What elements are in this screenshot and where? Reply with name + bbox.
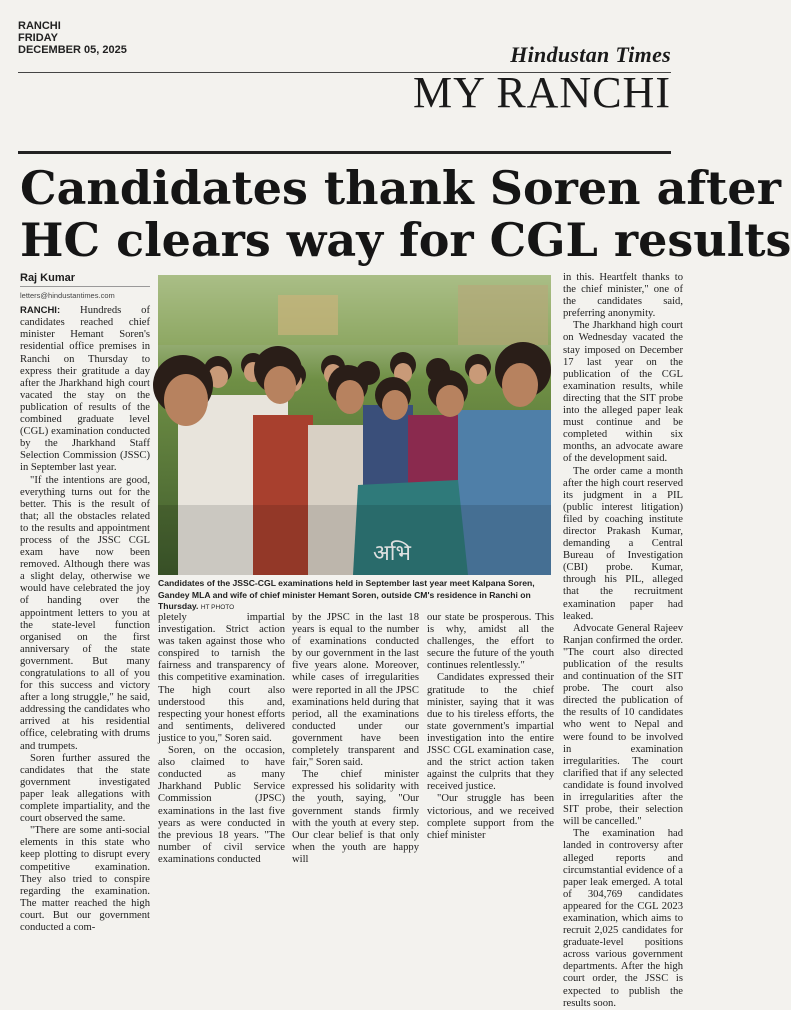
paragraph: The order came a month after the high court reserved its judgment in a PIL (public interest litigation) filed by coaching institute director Prakash Kumar, demanding a Central Bureau of Investigation (CBI) probe. Kumar, through his PIL, alleged that the recruitment examination paper had leaked. bbox=[563, 465, 683, 622]
paragraph: Advocate General Rajeev Ranjan confirmed the order. "The court also directed publication of the results and continuation of the SIT probe. The court also directed the publication of the results of 10 candidates who went to Nepal and were found to be involved in examination irregularities. The court clarified that if any selected candidate is found involved in irregularities after the SIT probe, their selection will be cancelled." bbox=[563, 622, 683, 828]
caption-text: Candidates of the JSSC-CGL examinations held in September last year meet Kalpana Soren, Gandey MLA and wife of chief minister Hemant Soren, outside CM's residence in Ranchi on Thursday. bbox=[158, 578, 535, 611]
headline-line-2: HC clears way for CGL results bbox=[20, 213, 791, 267]
news-photo bbox=[158, 275, 551, 575]
edition-city: RANCHI bbox=[18, 20, 61, 32]
byline-author: Raj Kumar bbox=[20, 272, 76, 284]
headline-line-1: Candidates thank Soren after bbox=[20, 161, 781, 215]
masthead-rule bbox=[18, 72, 671, 73]
edition-date: DECEMBER 05, 2025 bbox=[18, 44, 127, 56]
paragraph: Soren further assured the candidates that the state government investigated paper leak allegations with complete impartiality, and the court observed the same. bbox=[20, 752, 150, 825]
paragraph: in this. Heartfelt thanks to the chief minister," one of the candidates said, preferring anonymity. bbox=[563, 272, 683, 320]
paragraph: Candidates expressed their gratitude to the chief minister, saying that it was due to his tireless efforts, the state government's impartial investigation into the entire JSSC CGL examination case, and the strict action taken against the culprits that they received justice. bbox=[427, 672, 554, 793]
paragraph: by the JPSC in the last 18 years is equal to the number of examinations conducted by our government in the last five years alone. Moreover, while cases of irregularities were reported in all the JPSC examinations held during that period, all the examinations conducted under our government have been completely transparent and fair," Soren said. bbox=[292, 612, 419, 769]
byline-rule bbox=[20, 286, 150, 287]
photo-caption bbox=[158, 578, 553, 614]
article-headline bbox=[20, 161, 791, 267]
paragraph: The examination had landed in controversy after alleged reports and circumstantial evidence of a paper leak emerged. A total of 304,769 candidates appeared for the CGL 2023 examination, which aims to recruit 2,025 candidates for graduate-level positions across various government departments. After the high court order, the JSSC is expected to publish the results soon. bbox=[563, 828, 683, 1009]
article-column-2 bbox=[158, 612, 285, 865]
section-title: MY RANCHI bbox=[413, 68, 671, 117]
crowd-photo-illustration bbox=[158, 275, 551, 575]
byline-email: letters@hindustantimes.com bbox=[20, 291, 115, 301]
lead-paragraph bbox=[20, 305, 150, 474]
paragraph: Soren, on the occasion, also claimed to have conducted as many Jharkhand Public Service Commission (JPSC) examinations in the last five years as were conducted in the previous 18 years. "The number of civil service examinations conducted bbox=[158, 745, 285, 865]
article-column-1 bbox=[20, 272, 150, 933]
article-column-3 bbox=[292, 612, 419, 865]
section-rule bbox=[18, 151, 671, 154]
edition-info bbox=[18, 20, 127, 56]
article-column-5 bbox=[563, 272, 683, 1009]
paragraph: "There are some anti-social elements in this state who keep plotting to disrupt every competitive examination. They also tried to conspire regarding the examination. The matter reached the high court. But our government conducted a com- bbox=[20, 825, 150, 933]
paragraph: pletely impartial investigation. Strict action was taken against those who conspired to tarnish the fairness and transparency of this competitive examination. The high court also understood this and, respecting your honest efforts and sentiments, delivered justice to you," Soren said. bbox=[158, 612, 285, 744]
masthead bbox=[413, 42, 671, 116]
paragraph: The chief minister expressed his solidarity with the youth, saying, "Our government stands firmly with the youth at every step. Our clear belief is that only when the youth are happy will bbox=[292, 769, 419, 865]
edition-day: FRIDAY bbox=[18, 32, 58, 44]
paragraph: The Jharkhand high court on Wednesday vacated the stay imposed on December 17 last year on the publication of the CGL examination results, while directing that the SIT probe into the alleged paper leak must continue and be completed within six months, an advocate aware of the development said. bbox=[563, 320, 683, 465]
paragraph: "Our struggle has been victorious, and we received complete support from the chief minister bbox=[427, 793, 554, 841]
banner-text: अभि bbox=[373, 541, 411, 566]
article-column-4 bbox=[427, 612, 554, 841]
paragraph: "If the intentions are good, everything turns out for the better. This is the result of that; all the obstacles related to the results and appointment process of the JSSC CGL exam have now been removed. Although there was a slight delay, otherwise we would have celebrated the joy of handing over the appointment letters to you at the state-level function organised on the first anniversary of the state government. But many congratulations to all of you for this success and victory after a long struggle," he said, addressing the candidates who arrived at his residential office, celebrating with drums and trumpets. bbox=[20, 474, 150, 752]
dateline: RANCHI: bbox=[20, 305, 61, 317]
paragraph-text: Hundreds of candidates reached chief minister Hemant Soren's residential office premises in Ranchi on Thursday to express their gratitude a day after the Jharkhand high court vacated the stay on the publication of results of the combined graduate level (CGL) examination conducted by the Jharkhand Staff Selection Commission (JSSC) in September last year. bbox=[20, 305, 150, 474]
paragraph: our state be prosperous. This is why, amidst all the challenges, the effort to secure the future of the youth continues relentlessly." bbox=[427, 612, 554, 672]
photo-credit: HT PHOTO bbox=[200, 604, 235, 611]
newspaper-name: Hindustan Times bbox=[510, 42, 671, 67]
